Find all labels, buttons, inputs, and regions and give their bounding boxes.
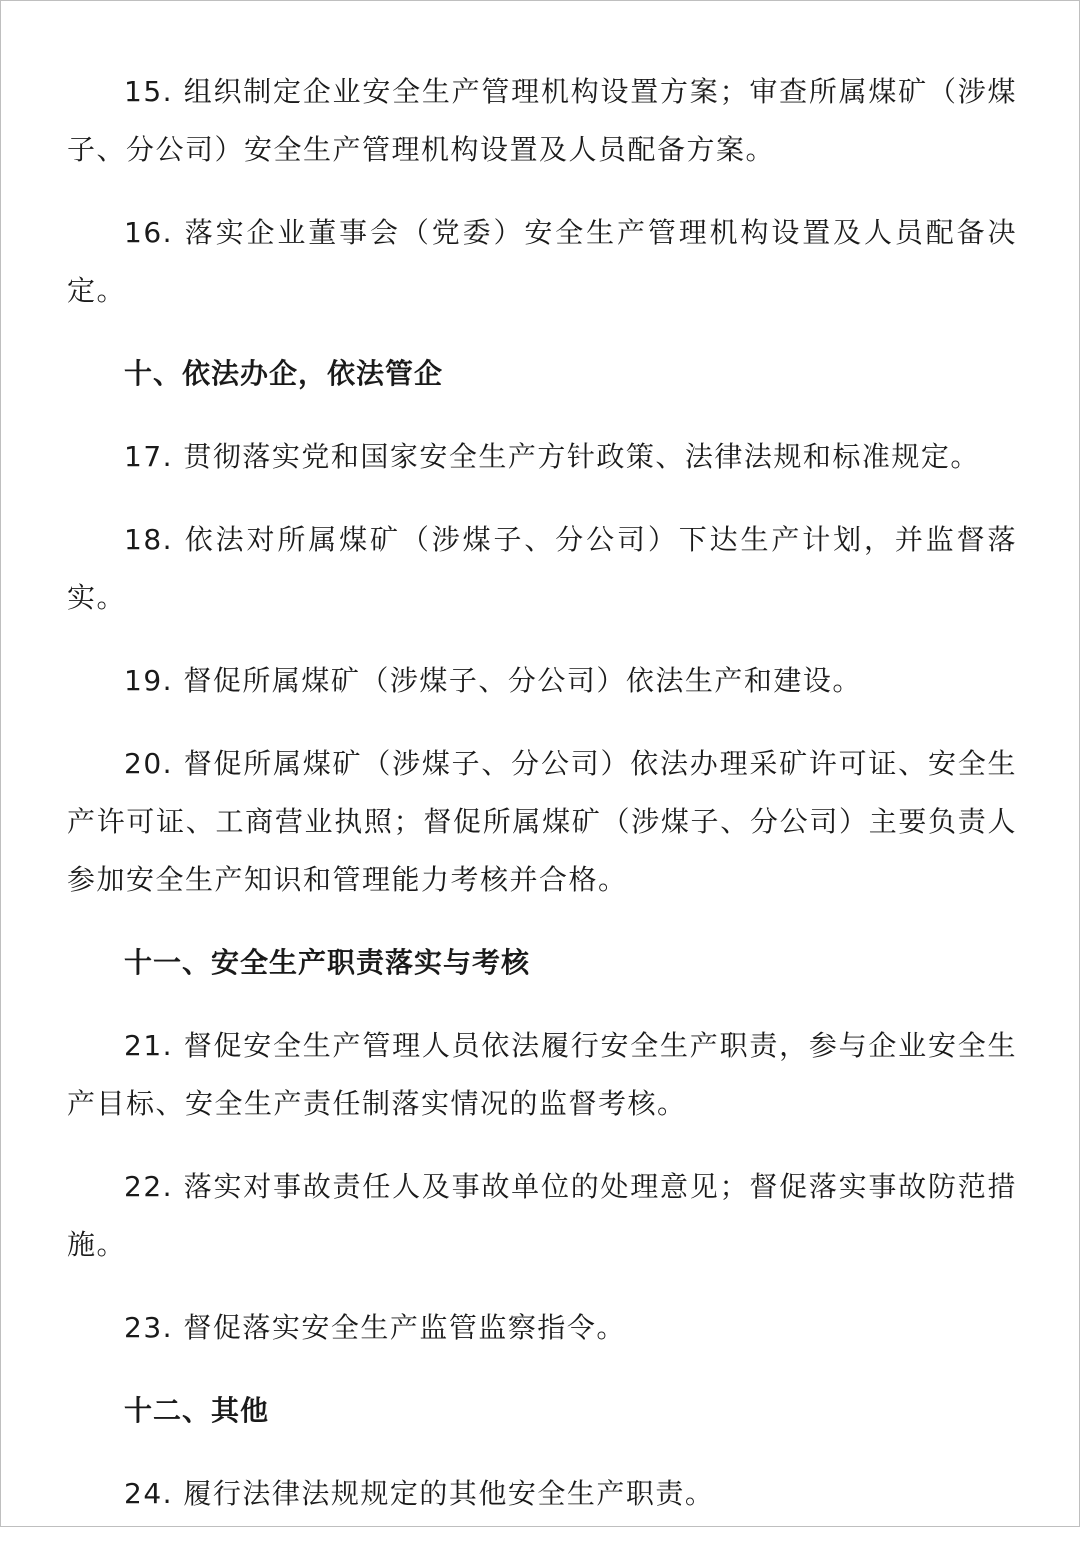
item-22: 22. 落实对事故责任人及事故单位的处理意见；督促落实事故防范措施。	[67, 1170, 1017, 1261]
item-24: 24. 履行法律法规规定的其他安全生产职责。	[124, 1477, 715, 1510]
section-heading-12: 十二、其他	[124, 1394, 270, 1427]
item-23: 23. 督促落实安全生产监管监察指令。	[124, 1311, 626, 1344]
item-21: 21. 督促安全生产管理人员依法履行安全生产职责，参与企业安全生产目标、安全生产责任制落实情况的监督考核。	[67, 1029, 1017, 1120]
item-19: 19. 督促所属煤矿（涉煤子、分公司）依法生产和建设。	[124, 664, 862, 697]
item-15: 15. 组织制定企业安全生产管理机构设置方案；审查所属煤矿（涉煤子、分公司）安全生产管理机构设置及人员配备方案。	[67, 75, 1017, 166]
item-18: 18. 依法对所属煤矿（涉煤子、分公司）下达生产计划，并监督落实。	[67, 523, 1017, 614]
document-body	[67, 63, 1017, 1548]
item-16: 16. 落实企业董事会（党委）安全生产管理机构设置及人员配备决定。	[67, 216, 1017, 307]
section-heading-10: 十、依法办企，依法管企	[124, 357, 444, 390]
section-heading-11: 十一、安全生产职责落实与考核	[124, 946, 531, 979]
item-20: 20. 督促所属煤矿（涉煤子、分公司）依法办理采矿许可证、安全生产许可证、工商营业执照；督促所属煤矿（涉煤子、分公司）主要负责人参加安全生产知识和管理能力考核并合格。	[67, 747, 1017, 896]
item-17: 17. 贯彻落实党和国家安全生产方针政策、法律法规和标准规定。	[124, 440, 980, 473]
